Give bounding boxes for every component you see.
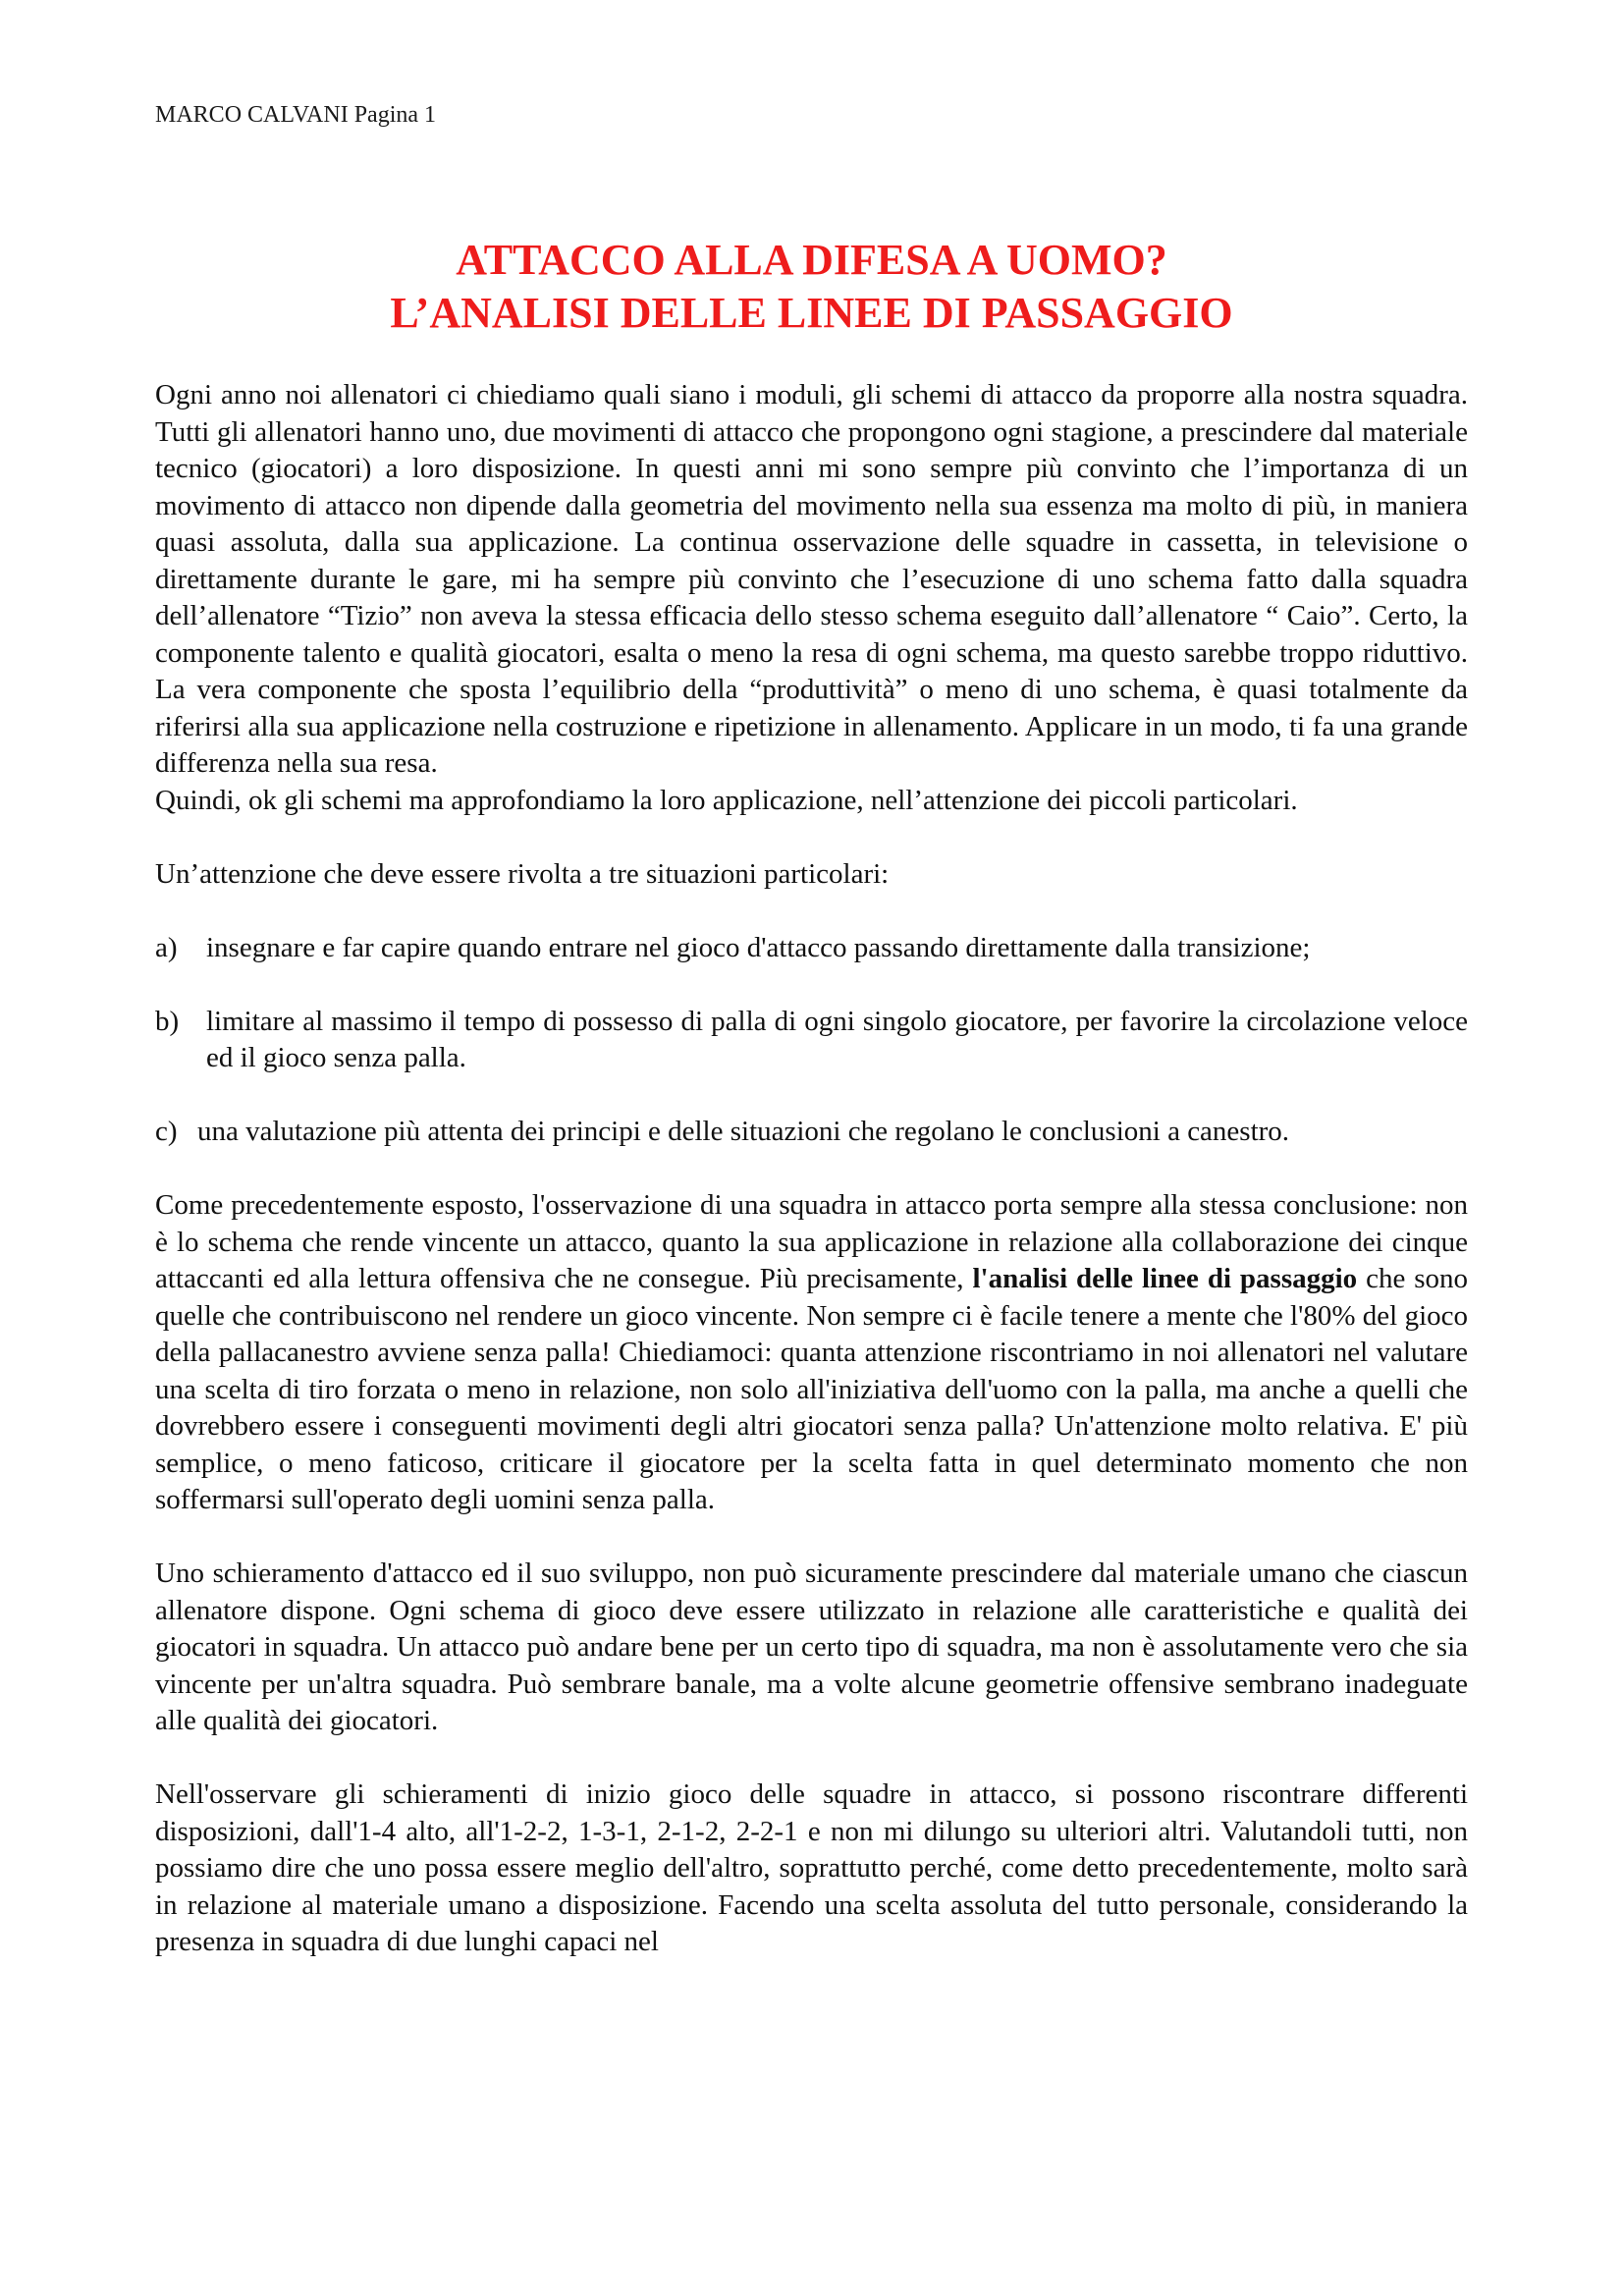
- document-title: [155, 234, 1468, 340]
- list-item-text: limitare al massimo il tempo di possesso di palla di ogni singolo giocatore, per favorire la circolazione veloce ed il gioco senza palla.: [206, 1005, 1468, 1073]
- spacer: [155, 1740, 1468, 1777]
- spacer: [155, 1151, 1468, 1188]
- list-item-a: [155, 930, 1468, 967]
- page-header: MARCO CALVANI Pagina 1: [155, 102, 437, 128]
- list-item-b: [155, 1004, 1468, 1077]
- situations-lead: Un’attenzione che deve essere rivolta a tre situazioni particolari:: [155, 857, 890, 890]
- title-line-2: L’ANALISI DELLE LINEE DI PASSAGGIO: [390, 289, 1233, 337]
- intro-conclusion: Quindi, ok gli schemi ma approfondiamo la loro applicazione, nell’attenzione dei piccoli particolari.: [155, 784, 1298, 816]
- list-marker: a): [155, 931, 178, 963]
- list-marker: c): [155, 1116, 178, 1147]
- list-item-text: una valutazione più attenta dei principi e delle situazioni che regolano le conclusioni a canestro.: [197, 1116, 1290, 1147]
- spacer: [155, 1077, 1468, 1115]
- spacer: [155, 893, 1468, 930]
- spacer: [155, 1519, 1468, 1557]
- list-item-c: [155, 1114, 1468, 1151]
- document-body: [155, 377, 1468, 1961]
- intro-paragraph: Ogni anno noi allenatori ci chiediamo quali siano i moduli, gli schemi di attacco da proporre alla nostra squadra. Tutti gli allenatori hanno uno, due movimenti di attacco che propongono ogni stagione, a prescindere dal materiale tecnico (giocatori) a loro disposizione. In questi anni mi sono sempre più convinto che l’importanza di un movimento di attacco non dipende dalla geometria del movimento nella sua essenza ma molto di più, in maniera quasi assoluta, dalla sua applicazione. La continua osservazione delle squadre in cassetta, in televisione o direttamente durante le gare, mi ha sempre più convinto che l’esecuzione di uno schema fatto dalla squadra dell’allenatore “Tizio” non aveva la stessa efficacia dello stesso schema eseguito dall’allenatore “ Caio”. Certo, la componente talento e qualità giocatori, esalta o meno la resa di ogni schema, ma questo sarebbe troppo riduttivo. La vera componente che sposta l’equilibrio della “produttività” o meno di uno schema, è quasi totalmente da riferirsi alla sua applicazione nella costruzione e ripetizione in allenamento. Applicare in un modo, ti fa una grande differenza nella sua resa.: [155, 379, 1468, 779]
- spacer: [155, 819, 1468, 856]
- list-item-text: insegnare e far capire quando entrare nel gioco d'attacco passando direttamente dalla transizione;: [206, 931, 1311, 963]
- spacer: [155, 966, 1468, 1004]
- observation-text-after: che sono quelle che contribuiscono nel rendere un gioco vincente. Non sempre ci è facile tenere a mente che l'80% del gioco della pallacanestro avviene senza palla! Chiediamoci: quanta attenzione riscontriamo in noi allenatori nel valutare una scelta di tiro forzata o meno in relazione, non solo all'iniziativa dell'uomo con la palla, ma anche a quelli che dovrebbero essere i conseguenti movimenti degli altri giocatori senza palla? Un'attenzione molto relativa. E' più semplice, o meno faticoso, criticare il giocatore per la scelta fatta in quel determinato momento che non soffermarsi sull'operato degli uomini senza palla.: [155, 1263, 1469, 1515]
- observation-text-before: Come precedentemente esposto, l'osservazione di una squadra in attacco porta sempre alla stessa conclusione: non è lo schema che rende vincente un attacco, quanto la sua applicazione in relazione alla collaborazione dei cinque attaccanti ed alla lettura offensiva che ne consegue. Più precisamente,: [155, 1189, 1468, 1294]
- observation-paragraph: [155, 1187, 1468, 1519]
- observation-bold-phrase: l'analisi delle linee di passaggio: [972, 1263, 1358, 1294]
- disposizioni-paragraph: Nell'osservare gli schieramenti di inizio gioco delle squadre in attacco, si possono riscontrare differenti disposizioni, dall'1-4 alto, all'1-2-2, 1-3-1, 2-1-2, 2-2-1 e non mi dilungo su ulteriori altri. Valutandoli tutti, non possiamo dire che uno possa essere meglio dell'altro, soprattutto perché, come detto precedentemente, molto sarà in relazione al materiale umano a disposizione. Facendo una scelta assoluta del tutto personale, considerando la presenza in squadra di due lunghi capaci nel: [155, 1778, 1468, 1957]
- schieramento-paragraph: Uno schieramento d'attacco ed il suo sviluppo, non può sicuramente prescindere dal materiale umano che ciascun allenatore dispone. Ogni schema di gioco deve essere utilizzato in relazione alle caratteristiche e qualità dei giocatori in squadra. Un attacco può andare bene per un certo tipo di squadra, ma non è assolutamente vero che sia vincente per un'altra squadra. Può sembrare banale, ma a volte alcune geometrie offensive sembrano inadeguate alle qualità dei giocatori.: [155, 1558, 1468, 1736]
- title-line-1: ATTACCO ALLA DIFESA A UOMO?: [456, 236, 1167, 284]
- list-marker: b): [155, 1005, 180, 1037]
